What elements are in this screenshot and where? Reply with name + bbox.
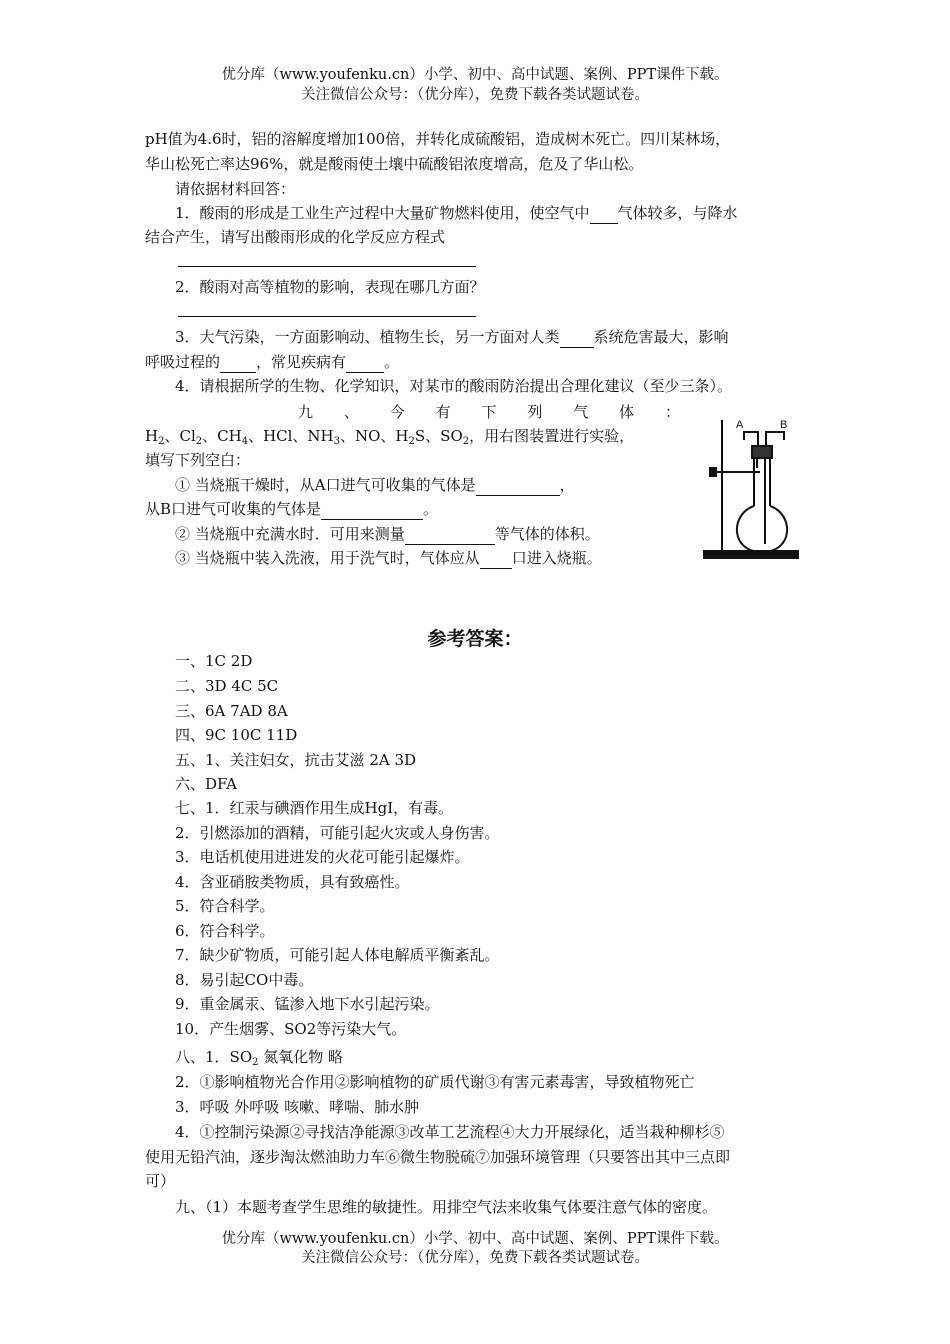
answer-7-item-1: 七、1．红汞与碘酒作用生成HgI，有毒。 <box>175 799 454 817</box>
answer-section-1: 一、1C 2D <box>175 652 253 670</box>
answer-line[interactable] <box>178 316 476 317</box>
question-4: 4．请根据所学的生物、化学知识，对某市的酸雨防治提出合理化建议（至少三条）。 <box>175 377 733 395</box>
answer-blank[interactable] <box>480 552 512 569</box>
question-3: 3．大气污染，一方面影响动、植物生长，另一方面对人类 系统危害最大，影响 <box>175 328 729 346</box>
question-9-part-2: ② 当烧瓶中充满水时．可用来测量 等气体的体积。 <box>175 525 600 543</box>
answer-8-item-4-end: 可） <box>145 1172 176 1190</box>
answer-7-item-10: 10．产生烟雾、SO2等污染大气。 <box>175 1020 407 1038</box>
question-9-fill: 填写下列空白： <box>145 451 251 469</box>
answer-blank[interactable] <box>560 331 594 348</box>
tube-a <box>744 432 758 446</box>
question-9-part-3: ③ 当烧瓶中装入洗液，用于洗气时，气体应从 口进入烧瓶。 <box>175 549 602 567</box>
question-1-cont: 结合产生，请写出酸雨形成的化学反应方程式 <box>145 228 446 246</box>
answer-section-5: 五、1、关注妇女，抗击艾滋 2A 3D <box>175 751 417 769</box>
answer-blank[interactable] <box>220 356 256 373</box>
answer-8-item-1: 八、1．$SO_2$ 氮氧化物 略 <box>175 1048 344 1068</box>
answer-8-item-2: 2．①影响植物光合作用②影响植物的矿质代谢③有害元素毒害，导致植物死亡 <box>175 1073 695 1091</box>
page-header-line-1: 优分库（www.youfenku.cn）小学、初中、高中试题、案例、PPT课件下载。 <box>221 67 729 83</box>
answer-7-item-4: 4．含亚硝胺类物质，具有致癌性。 <box>175 873 410 891</box>
question-9-part-1: ① 当烧瓶干燥时，从A口进气可收集的气体是 ， <box>175 476 575 494</box>
answer-7-item-6: 6．符合科学。 <box>175 922 275 940</box>
question-1: 1．酸雨的形成是工业生产过程中大量矿物燃料使用，使空气中 气体较多，与降水 <box>175 204 738 222</box>
passage-prompt: 请依据材料回答： <box>175 180 296 198</box>
question-9-part-1-cont: 从B口进气可收集的气体是 。 <box>145 500 439 518</box>
passage-line-2: 华山松死亡率达96%，就是酸雨使土壤中硫酸铝浓度增高，危及了华山松。 <box>145 155 644 173</box>
answer-7-item-8: 8．易引起CO中毒。 <box>175 971 314 989</box>
stopper <box>752 446 772 458</box>
answer-7-item-2: 2．引燃添加的酒精，可能引起火灾或人身伤害。 <box>175 824 500 842</box>
flask-bulb <box>737 506 787 552</box>
answer-section-6: 六、DFA <box>175 775 237 793</box>
answer-blank[interactable] <box>476 479 560 496</box>
answer-section-2: 二、3D 4C 5C <box>175 677 279 695</box>
question-9-gases: $H_2$、$Cl_2$、$CH_4$、HCl、$NH_3$、NO、$H_2S$、$SO_2$，用右图装置进行实验， <box>145 427 635 447</box>
answer-section-9: 九、（1）本题考查学生思维的敏捷性。用排空气法来收集气体要注意气体的密度。 <box>175 1198 718 1216</box>
answer-7-item-3: 3．电话机使用进进发的火花可能引起爆炸。 <box>175 848 470 866</box>
question-3-cont: 呼吸过程的 ，常见疾病有 。 <box>145 353 400 371</box>
answer-section-3: 三、6A 7AD 8A <box>175 702 288 720</box>
answer-line[interactable] <box>178 266 476 267</box>
answer-8-item-4-cont: 使用无铅汽油，逐步淘汰燃油助力车⑥微生物脱硫⑦加强环境管理（只要答出其中三点即 <box>145 1148 731 1166</box>
answer-blank[interactable] <box>321 503 423 520</box>
answer-blank[interactable] <box>405 528 495 545</box>
label-a: A <box>736 419 744 431</box>
page-header-line-2: 关注微信公众号：（优分库），免费下载各类试题试卷。 <box>301 87 649 103</box>
stand-base <box>704 551 798 558</box>
answer-7-item-5: 5．符合科学。 <box>175 897 275 915</box>
answer-8-item-4: 4．①控制污染源②寻找洁净能源③改革工艺流程④大力开展绿化，适当栽种柳杉⑤ <box>175 1123 725 1141</box>
answer-7-item-7: 7．缺少矿物质，可能引起人体电解质平衡紊乱。 <box>175 946 500 964</box>
answer-section-4: 四、9C 10C 11D <box>175 726 298 744</box>
page-footer-line-1: 优分库（www.youfenku.cn）小学、初中、高中试题、案例、PPT课件下载。 <box>221 1231 729 1247</box>
passage-line-1: pH值为4.6时，铝的溶解度增加100倍，并转化成硫酸铝，造成树木死亡。四川某林场， <box>145 130 731 148</box>
answer-8-item-3: 3．呼吸 外呼吸 咳嗽、哮喘、肺水肿 <box>175 1098 420 1116</box>
answers-title: 参考答案： <box>427 628 523 650</box>
flask-apparatus-figure <box>700 410 804 562</box>
question-9-title: 九 、 今 有 下 列 气 体 ： <box>298 403 680 421</box>
answer-7-item-9: 9．重金属汞、锰渗入地下水引起污染。 <box>175 995 440 1013</box>
answer-blank[interactable] <box>590 207 618 224</box>
answer-blank[interactable] <box>346 356 384 373</box>
label-b: B <box>780 419 788 431</box>
question-2: 2．酸雨对高等植物的影响，表现在哪几方面？ <box>175 278 485 296</box>
page-footer-line-2: 关注微信公众号：（优分库），免费下载各类试题试卷。 <box>301 1250 649 1266</box>
